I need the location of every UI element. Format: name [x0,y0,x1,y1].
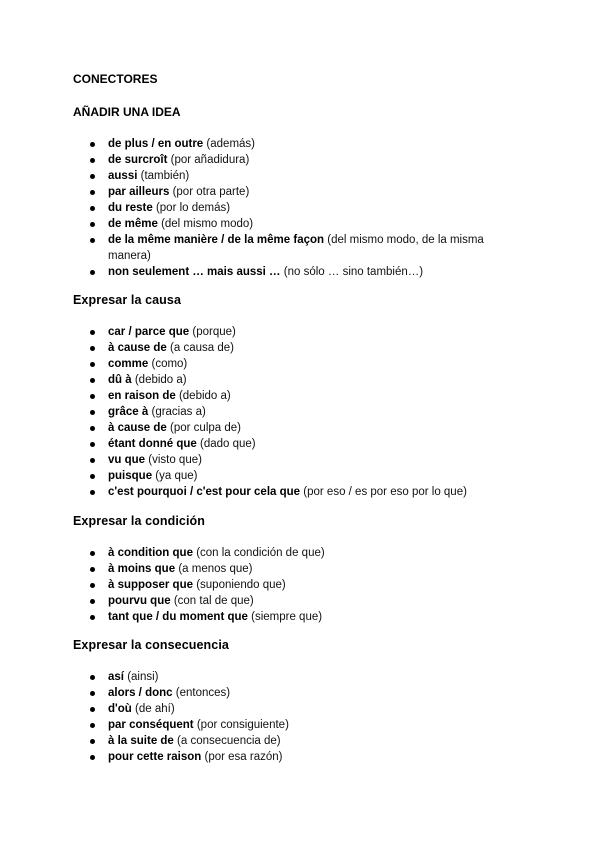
connector-term: non seulement … mais aussi … [108,266,281,278]
list-item [73,436,528,452]
connector-translation: (siempre que) [251,611,323,623]
bullet-icon [90,615,95,620]
connector-term: de la même manière / de la même façon [108,234,325,246]
connector-translation: (ainsi) [127,671,159,683]
connector-translation: (por añadidura) [170,154,250,166]
connector-term: à la suite de [108,735,174,747]
connector-term: car / parce que [108,326,190,338]
bullet-icon [90,158,95,163]
bullet-icon [90,190,95,195]
list-item [73,136,528,152]
list-item [73,216,528,232]
connector-translation: (gracias a) [151,406,206,418]
connector-translation: (por consiguiente) [196,719,289,731]
list-item [73,184,528,200]
connector-term: pourvu que [108,595,171,607]
connector-translation: (ya que) [155,470,198,482]
list-item [73,484,528,500]
list-item [73,340,528,356]
list-item [73,468,528,484]
connector-term: du reste [108,202,153,214]
connector-term: de surcroît [108,154,168,166]
connector-translation: (por lo demás) [155,202,231,214]
document-title: CONECTORES [73,72,158,86]
connector-translation: (suponiendo que) [196,579,286,591]
connector-list [73,324,533,500]
connector-translation: (visto que) [148,454,202,466]
bullet-icon [90,675,95,680]
section-cause [73,292,533,500]
bullet-icon [90,707,95,712]
connector-term: vu que [108,454,146,466]
bullet-icon [90,567,95,572]
section-heading: Expresar la consecuencia [73,638,229,652]
connector-term: puisque [108,470,153,482]
list-item [73,152,528,168]
connector-term: à cause de [108,342,167,354]
bullet-icon [90,394,95,399]
bullet-icon [90,346,95,351]
connector-list [73,136,533,280]
connector-term: comme [108,358,149,370]
bullet-icon [90,362,95,367]
connector-term: étant donné que [108,438,197,450]
section-condition [73,513,533,625]
list-item [73,324,528,340]
bullet-icon [90,691,95,696]
list-item [73,717,528,733]
list-item [73,168,528,184]
bullet-icon [90,490,95,495]
connector-term: c'est pourquoi / c'est pour cela que [108,486,301,498]
list-item [73,200,528,216]
connector-translation: (debido a) [134,374,187,386]
connector-term: d'où [108,703,132,715]
connector-term: aussi [108,170,138,182]
bullet-icon [90,723,95,728]
connector-translation: (debido a) [178,390,231,402]
list-item [73,701,528,717]
connector-translation: (del mismo modo) [161,218,254,230]
connector-term: pour cette raison [108,751,202,763]
connector-translation: (a consecuencia de) [177,735,281,747]
list-item [73,372,528,388]
bullet-icon [90,599,95,604]
list-item [73,232,528,264]
connector-translation: (además) [206,138,255,150]
connector-term: grâce à [108,406,149,418]
list-item [73,264,528,280]
connector-term: de même [108,218,158,230]
section-heading: AÑADIR UNA IDEA [73,105,181,119]
list-item [73,356,528,372]
connector-term: en raison de [108,390,176,402]
bullet-icon [90,426,95,431]
list-item [73,561,528,577]
bullet-icon [90,474,95,479]
section-consequence [73,637,533,765]
bullet-icon [90,222,95,227]
connector-list [73,669,533,765]
connector-translation: (a causa de) [170,342,234,354]
list-item [73,545,528,561]
list-item [73,420,528,436]
connector-translation: (de ahí) [135,703,175,715]
connector-term: à supposer que [108,579,193,591]
list-item [73,685,528,701]
list-item [73,749,528,765]
connector-translation: (a menos que) [178,563,253,575]
bullet-icon [90,330,95,335]
connector-term: à cause de [108,422,167,434]
connector-term: dû à [108,374,132,386]
bullet-icon [90,270,95,275]
bullet-icon [90,755,95,760]
section-heading: Expresar la condición [73,514,206,528]
list-item [73,733,528,749]
bullet-icon [90,378,95,383]
connector-term: par ailleurs [108,186,170,198]
connector-translation: (no sólo … sino también…) [283,266,424,278]
connector-translation: (por otra parte) [172,186,250,198]
bullet-icon [90,442,95,447]
connector-translation: (también) [140,170,190,182]
bullet-icon [90,551,95,556]
bullet-icon [90,458,95,463]
connector-translation: (con tal de que) [173,595,254,607]
list-item [73,609,528,625]
connector-translation: (por eso / es por eso por lo que) [303,486,467,498]
connector-term: así [108,671,124,683]
section-heading: Expresar la causa [73,293,182,307]
bullet-icon [90,142,95,147]
list-item [73,669,528,685]
connector-translation: (entonces) [175,687,231,699]
connector-translation: (del mismo modo, de la misma manera) [108,234,484,262]
connector-translation: (porque) [192,326,236,338]
connector-translation: (dado que) [200,438,256,450]
connector-translation: (con la condición de que) [196,547,325,559]
list-item [73,404,528,420]
list-item [73,577,528,593]
connector-term: tant que / du moment que [108,611,248,623]
bullet-icon [90,238,95,243]
bullet-icon [90,739,95,744]
connector-translation: (como) [151,358,188,370]
section-add-idea [73,104,533,280]
connector-term: alors / donc [108,687,173,699]
connector-term: de plus / en outre [108,138,204,150]
list-item [73,593,528,609]
bullet-icon [90,206,95,211]
connector-term: à condition que [108,547,193,559]
connector-translation: (por esa razón) [204,751,283,763]
connector-translation: (por culpa de) [170,422,241,434]
bullet-icon [90,583,95,588]
list-item [73,452,528,468]
bullet-icon [90,174,95,179]
connector-term: à moins que [108,563,176,575]
list-item [73,388,528,404]
connector-list [73,545,533,625]
bullet-icon [90,410,95,415]
connector-term: par conséquent [108,719,194,731]
